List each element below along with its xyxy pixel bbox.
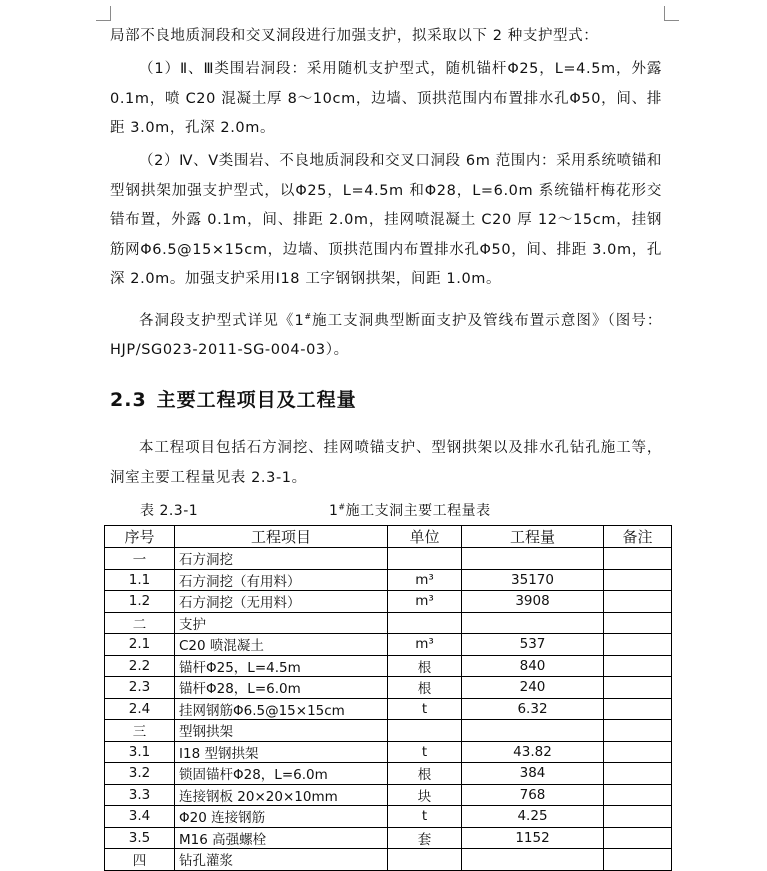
cell-seq: 1.1 bbox=[105, 569, 175, 591]
cell-item: 钻孔灌浆 bbox=[175, 849, 388, 871]
cell-unit: 块 bbox=[388, 784, 462, 806]
cell-item: 锚杆Φ25，L=4.5m bbox=[175, 655, 388, 677]
cell-seq: 2.3 bbox=[105, 677, 175, 699]
table-row bbox=[105, 741, 672, 763]
cell-unit bbox=[388, 849, 462, 871]
header-unit: 单位 bbox=[388, 526, 462, 548]
header-remarks: 备注 bbox=[604, 526, 672, 548]
table-row bbox=[105, 806, 672, 828]
section-heading bbox=[110, 385, 357, 412]
cell-unit: 套 bbox=[388, 827, 462, 849]
cell-seq: 二 bbox=[105, 612, 175, 634]
cell-remarks bbox=[604, 655, 672, 677]
cell-remarks bbox=[604, 827, 672, 849]
section-title: 主要工程项目及工程量 bbox=[156, 389, 357, 411]
cell-remarks bbox=[604, 849, 672, 871]
cell-item: 支护 bbox=[175, 612, 388, 634]
cell-seq: 2.1 bbox=[105, 634, 175, 656]
cell-remarks bbox=[604, 548, 672, 570]
cell-remarks bbox=[604, 591, 672, 613]
table-header-row bbox=[105, 526, 672, 548]
cell-remarks bbox=[604, 806, 672, 828]
cell-remarks bbox=[604, 720, 672, 742]
cell-quantity: 35170 bbox=[462, 569, 604, 591]
cell-quantity: 3908 bbox=[462, 591, 604, 613]
paragraph-intro: 局部不良地质洞段和交叉洞段进行加强支护，拟采取以下 2 种支护型式： bbox=[110, 28, 599, 44]
table-title bbox=[329, 500, 491, 520]
cell-item: 型钢拱架 bbox=[175, 720, 388, 742]
cell-unit bbox=[388, 612, 462, 634]
cell-seq: 3.2 bbox=[105, 763, 175, 785]
cell-seq: 3.1 bbox=[105, 741, 175, 763]
paragraph-drawing-reference-a: 各洞段支护型式详见《1 bbox=[139, 312, 305, 329]
cell-quantity: 537 bbox=[462, 634, 604, 656]
paragraph-drawing-reference bbox=[110, 302, 662, 366]
cell-seq: 3.5 bbox=[105, 827, 175, 849]
paragraph-support-type-2: （2）Ⅳ、Ⅴ类围岩、不良地质洞段和交叉口洞段 6m 范围内：采用系统喷锚和型钢拱架加强支护型式，以Φ25，L=4.5m 和Φ28，L=6.0m 系统锚杆梅花形交错布置，外露 0.1m，间、排距 2.0m，挂网喷混凝土 C20 厚 12～15cm，挂钢筋网Φ6.5@15×15cm，边墙、顶拱范围内布置排水孔Φ50，间、排距 3.0m，孔深 2.0m。加强支护采用Ⅰ18 工字钢钢拱架，间距 1.0m。 bbox=[110, 153, 662, 287]
table-row bbox=[105, 591, 672, 613]
table-row bbox=[105, 655, 672, 677]
cell-unit: t bbox=[388, 698, 462, 720]
table-row bbox=[105, 784, 672, 806]
cell-item: 连接钢板 20×20×10mm bbox=[175, 784, 388, 806]
cell-unit: 根 bbox=[388, 763, 462, 785]
cell-unit: m³ bbox=[388, 634, 462, 656]
margin-corner-mark-left bbox=[96, 6, 111, 21]
paragraph-support-type-1: （1）Ⅱ、Ⅲ类围岩洞段：采用随机支护型式，随机锚杆Φ25，L=4.5m，外露 0.1m，喷 C20 混凝土厚 8～10cm，边墙、顶拱范围内布置排水孔Φ50，间、排距 3.0m，孔深 2.0m。 bbox=[110, 61, 662, 136]
cell-quantity: 840 bbox=[462, 655, 604, 677]
table-row bbox=[105, 569, 672, 591]
cell-seq: 四 bbox=[105, 849, 175, 871]
quantity-table bbox=[104, 525, 672, 871]
cell-remarks bbox=[604, 612, 672, 634]
paragraph-scope: 本工程项目包括石方洞挖、挂网喷锚支护、型钢拱架以及排水孔钻孔施工等，洞室主要工程量见表 2.3-1。 bbox=[110, 440, 662, 486]
cell-seq: 3.3 bbox=[105, 784, 175, 806]
table-row bbox=[105, 763, 672, 785]
cell-unit: 根 bbox=[388, 677, 462, 699]
cell-quantity: 4.25 bbox=[462, 806, 604, 828]
cell-quantity bbox=[462, 548, 604, 570]
cell-item: 锚杆Φ28，L=6.0m bbox=[175, 677, 388, 699]
section-number: 2.3 bbox=[110, 389, 147, 411]
cell-seq: 2.2 bbox=[105, 655, 175, 677]
cell-remarks bbox=[604, 634, 672, 656]
table-row bbox=[105, 720, 672, 742]
cell-seq: 1.2 bbox=[105, 591, 175, 613]
header-item: 工程项目 bbox=[175, 526, 388, 548]
table-row bbox=[105, 827, 672, 849]
cell-remarks bbox=[604, 569, 672, 591]
cell-item: Φ20 连接钢筋 bbox=[175, 806, 388, 828]
cell-remarks bbox=[604, 763, 672, 785]
table-title-b: 施工支洞主要工程量表 bbox=[345, 503, 491, 519]
table-body bbox=[105, 548, 672, 871]
header-seq: 序号 bbox=[105, 526, 175, 548]
cell-remarks bbox=[604, 741, 672, 763]
table-title-a: 1 bbox=[329, 503, 339, 519]
cell-quantity bbox=[462, 849, 604, 871]
cell-unit bbox=[388, 548, 462, 570]
table-title-sup: # bbox=[338, 502, 346, 512]
table-row bbox=[105, 849, 672, 871]
table-row bbox=[105, 634, 672, 656]
cell-quantity: 384 bbox=[462, 763, 604, 785]
cell-unit: t bbox=[388, 806, 462, 828]
cell-remarks bbox=[604, 784, 672, 806]
cell-remarks bbox=[604, 677, 672, 699]
table-row bbox=[105, 612, 672, 634]
superscript-hash: # bbox=[304, 312, 312, 321]
cell-item: C20 喷混凝土 bbox=[175, 634, 388, 656]
cell-unit: t bbox=[388, 741, 462, 763]
cell-seq: 一 bbox=[105, 548, 175, 570]
cell-quantity: 768 bbox=[462, 784, 604, 806]
cell-remarks bbox=[604, 698, 672, 720]
cell-quantity: 6.32 bbox=[462, 698, 604, 720]
header-quantity: 工程量 bbox=[462, 526, 604, 548]
cell-item: 石方洞挖（有用料） bbox=[175, 569, 388, 591]
cell-quantity bbox=[462, 612, 604, 634]
cell-unit bbox=[388, 720, 462, 742]
cell-unit: m³ bbox=[388, 569, 462, 591]
cell-item: M16 高强螺栓 bbox=[175, 827, 388, 849]
cell-item: 石方洞挖（无用料） bbox=[175, 591, 388, 613]
cell-quantity: 43.82 bbox=[462, 741, 604, 763]
cell-unit: m³ bbox=[388, 591, 462, 613]
cell-seq: 3.4 bbox=[105, 806, 175, 828]
cell-quantity: 1152 bbox=[462, 827, 604, 849]
cell-item: 石方洞挖 bbox=[175, 548, 388, 570]
cell-seq: 2.4 bbox=[105, 698, 175, 720]
margin-corner-mark-right bbox=[664, 6, 679, 21]
cell-unit: 根 bbox=[388, 655, 462, 677]
table-row bbox=[105, 698, 672, 720]
table-row bbox=[105, 548, 672, 570]
cell-quantity bbox=[462, 720, 604, 742]
cell-item: 锁固锚杆Φ28，L=6.0m bbox=[175, 763, 388, 785]
paragraph-drawing-reference-b: 施工支洞典型断面支护及管线布置示意图》（图号：HJP/SG023-2011-SG-004-03）。 bbox=[110, 312, 662, 359]
cell-item: 挂网钢筋Φ6.5@15×15cm bbox=[175, 698, 388, 720]
table-row bbox=[105, 677, 672, 699]
cell-seq: 三 bbox=[105, 720, 175, 742]
cell-item: Ⅰ18 型钢拱架 bbox=[175, 741, 388, 763]
table-number: 表 2.3-1 bbox=[140, 503, 199, 519]
cell-quantity: 240 bbox=[462, 677, 604, 699]
